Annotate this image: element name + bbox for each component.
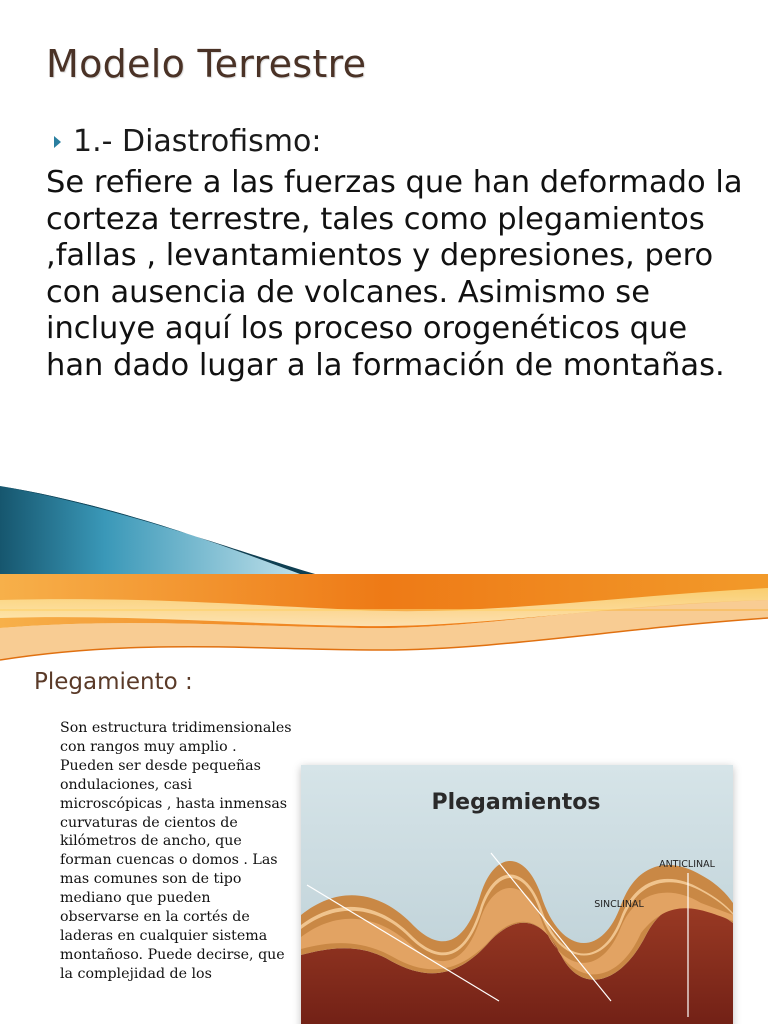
decorative-swoosh <box>0 478 768 665</box>
slide-plegamiento <box>0 665 768 1024</box>
bullet-text: 1.- Diastrofismo: <box>73 124 322 159</box>
sinclinal-label: SINCLINAL <box>594 899 644 910</box>
anticlinal-label: ANTICLINAL <box>659 859 715 870</box>
bullet-arrow-icon <box>54 136 61 148</box>
folds-illustration <box>301 765 733 1024</box>
slide-body-text: Se refiere a las fuerzas que han deformado la corteza terrestre, tales como plegamientos ,fallas , levantamientos y depresiones, pero con ausencia de volcanes. Asimismo se incluye aquí los proceso orogenéticos que han dado lugar a la formación de montañas. <box>46 165 743 383</box>
slide-title: Modelo Terrestre <box>46 42 367 86</box>
figure-title: Plegamientos <box>431 790 601 815</box>
description-text: Son estructura tridimensionales con rangos muy amplio . Pueden ser desde pequeñas ondulaciones, casi microscópicas , hasta inmensas curvaturas de cientos de kilómetros de ancho, que forman cuencas o domos . Las mas comunes son de tipo mediano que pueden observarse en la cortés de laderas en cualquier sistema montañoso. Puede decirse, que la complejidad de los <box>60 720 292 982</box>
bullet-item <box>54 124 321 159</box>
slide-title: Plegamiento : <box>34 669 193 695</box>
